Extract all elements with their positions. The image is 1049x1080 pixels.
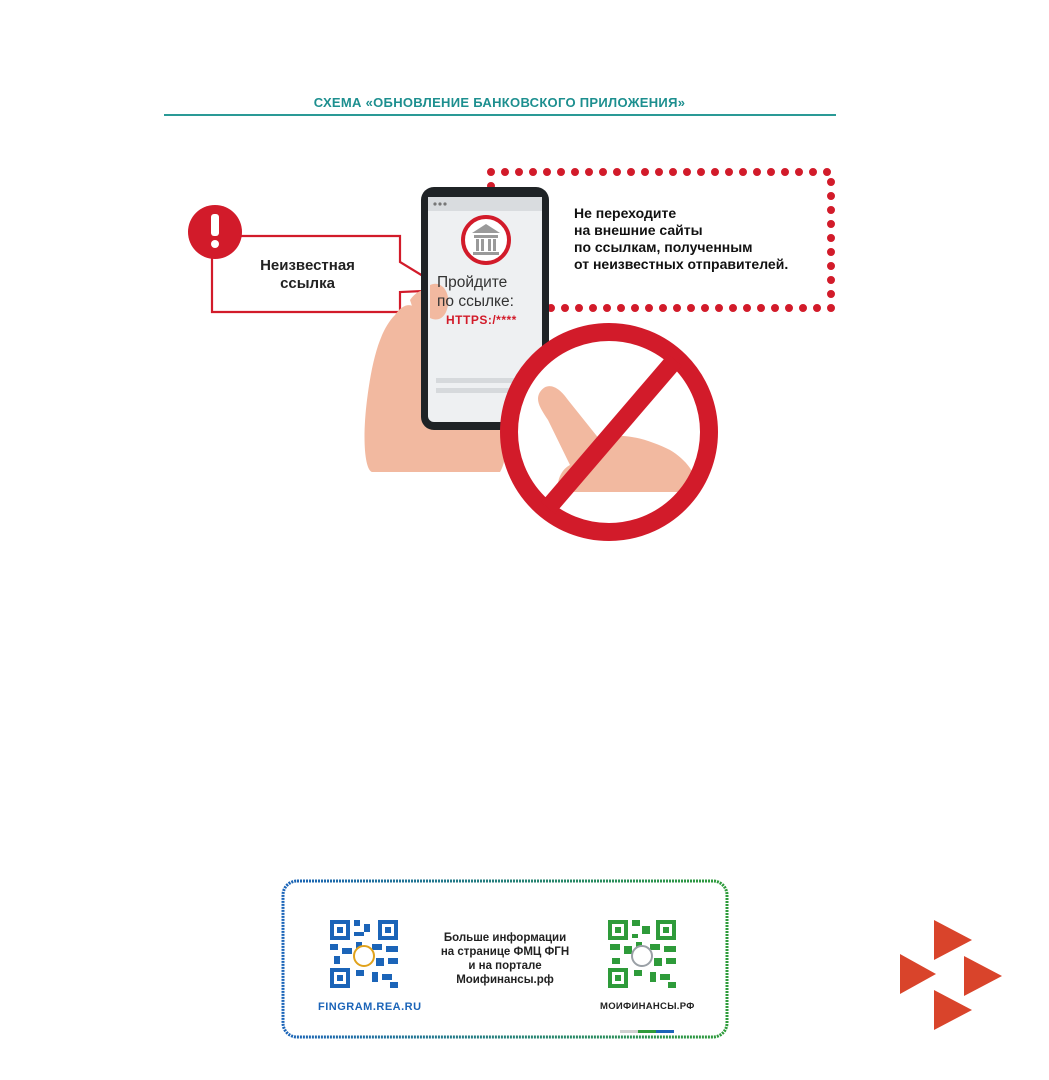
page-title: СХЕМА «ОБНОВЛЕНИЕ БАНКОВСКОГО ПРИЛОЖЕНИЯ» <box>313 95 686 110</box>
exclamation-icon <box>188 205 242 259</box>
phishing-link[interactable]: HTTPS:/**** <box>446 313 517 327</box>
fingram-link[interactable]: FINGRAM.REA.RU <box>318 1001 422 1013</box>
qr-code-fingram <box>330 920 398 988</box>
info-line: на странице ФМЦ ФГН <box>440 946 570 958</box>
moifinansy-link[interactable]: МОИФИНАНСЫ.РФ <box>600 1001 695 1012</box>
warning-line: по ссылкам, полученным <box>574 239 753 255</box>
info-line: и на портале <box>468 960 542 972</box>
warning-line: Не переходите <box>574 205 677 221</box>
info-line: Моифинансы.рф <box>456 974 554 986</box>
tricolor-stripe <box>620 1030 674 1033</box>
unknown-link-label <box>215 257 400 293</box>
qr-code-moifinansy <box>608 920 676 988</box>
info-text <box>420 931 590 987</box>
info-line: Больше информации <box>443 932 567 944</box>
warning-line: на внешние сайты <box>574 222 703 238</box>
prohibition-icon <box>509 332 709 532</box>
bank-icon <box>463 217 509 263</box>
warning-message <box>574 205 834 273</box>
phone-message-line: Пройдите <box>437 274 508 291</box>
phone-message <box>437 273 547 311</box>
logo-icon <box>896 918 1006 1033</box>
warning-line: от неизвестных отправителей. <box>574 256 789 272</box>
unknown-link-line: ссылка <box>280 275 335 292</box>
unknown-link-line: Неизвестная <box>260 257 355 274</box>
phone-message-line: по ссылке: <box>437 293 514 310</box>
